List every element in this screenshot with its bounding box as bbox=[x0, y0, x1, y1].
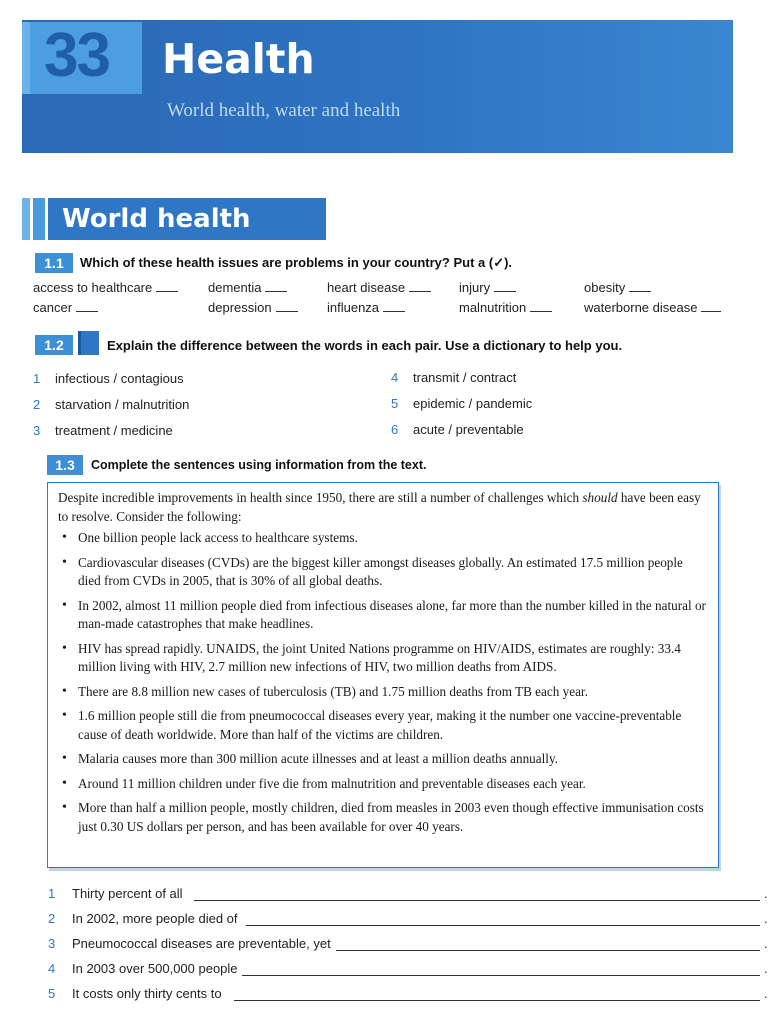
answer-blank[interactable] bbox=[156, 281, 178, 292]
unit-accent-bar bbox=[22, 22, 30, 94]
answer-blank[interactable] bbox=[494, 281, 516, 292]
issue-item: cancer bbox=[33, 300, 98, 315]
issue-item: waterborne disease bbox=[584, 300, 721, 315]
answer-blank[interactable] bbox=[701, 301, 721, 312]
word-pair: 4 transmit / contract bbox=[391, 370, 517, 385]
exercise-instruction: Which of these health issues are problems in your country? Put a (✓). bbox=[80, 255, 513, 270]
reading-bullet: • Cardiovascular diseases (CVDs) are the biggest killer amongst diseases globally. An estimated 17.5 million people died from CVDs in 2005, that is 30% of all global deaths. bbox=[56, 554, 706, 591]
section-title: World health bbox=[62, 204, 251, 234]
reading-bullet: • Malaria causes more than 300 million acute illnesses and at least a million deaths annually. bbox=[56, 750, 706, 769]
issue-item: injury bbox=[459, 280, 516, 295]
answer-line[interactable] bbox=[246, 925, 760, 926]
word-pair: 2 starvation / malnutrition bbox=[33, 397, 190, 412]
word-pair: 1 infectious / contagious bbox=[33, 371, 184, 386]
reading-bullet: • One billion people lack access to healthcare systems. bbox=[56, 529, 706, 548]
reading-bullet: • HIV has spread rapidly. UNAIDS, the joint United Nations programme on HIV/AIDS, estimates are roughly: 33.4 million living with HIV, 2.7 million new infections of HIV, two million deaths from AIDS. bbox=[56, 640, 706, 677]
answer-line[interactable] bbox=[242, 975, 760, 976]
dictionary-icon bbox=[78, 331, 99, 355]
completion-question: 2 In 2002, more people died of . bbox=[48, 911, 768, 926]
answer-line[interactable] bbox=[336, 950, 760, 951]
reading-bullet: • There are 8.8 million new cases of tuberculosis (TB) and 1.75 million deaths from TB each year. bbox=[56, 683, 706, 702]
answer-blank[interactable] bbox=[409, 281, 431, 292]
reading-intro: Despite incredible improvements in health since 1950, there are still a number of challenges which should have been easy to resolve. Consider the following: bbox=[58, 490, 701, 524]
word-pair: 5 epidemic / pandemic bbox=[391, 396, 533, 411]
reading-text-box bbox=[47, 482, 719, 868]
answer-blank[interactable] bbox=[76, 301, 98, 312]
exercise-instruction: Explain the difference between the words in each pair. Use a dictionary to help you. bbox=[107, 338, 623, 353]
exercise-number: 1.1 bbox=[35, 253, 73, 273]
word-pair: 3 treatment / medicine bbox=[33, 423, 173, 438]
completion-question: 3 Pneumococcal diseases are preventable, yet . bbox=[48, 936, 768, 951]
answer-line[interactable] bbox=[194, 900, 760, 901]
completion-question: 4 In 2003 over 500,000 people . bbox=[48, 961, 768, 976]
answer-blank[interactable] bbox=[629, 281, 651, 292]
reading-bullet: • More than half a million people, mostly children, died from measles in 2003 even though effective immunisation costs just 0.30 US dollars per person, and has been available for over 40 years. bbox=[56, 799, 706, 836]
issue-item: access to healthcare bbox=[33, 280, 178, 295]
unit-subtitle: World health, water and health bbox=[167, 100, 401, 121]
issue-item: heart disease bbox=[327, 280, 431, 295]
answer-blank[interactable] bbox=[276, 301, 298, 312]
answer-line[interactable] bbox=[234, 1000, 760, 1001]
word-pair: 6 acute / preventable bbox=[391, 422, 524, 437]
reading-bullet: • 1.6 million people still die from pneumococcal diseases every year, making it the number one vaccine-preventable cause of death worldwide. More than half of the victims are children. bbox=[56, 707, 706, 744]
reading-bullet-list bbox=[56, 529, 706, 842]
answer-blank[interactable] bbox=[265, 281, 287, 292]
answer-blank[interactable] bbox=[530, 301, 552, 312]
issue-item: malnutrition bbox=[459, 300, 552, 315]
completion-question: 5 It costs only thirty cents to . bbox=[48, 986, 768, 1001]
section-accent-strip bbox=[33, 198, 45, 240]
unit-title: Health bbox=[162, 35, 315, 83]
issue-item: dementia bbox=[208, 280, 287, 295]
reading-bullet: • In 2002, almost 11 million people died from infectious diseases alone, far more than the number killed in the natural or man-made catastrophes that make headlines. bbox=[56, 597, 706, 634]
section-accent-strip bbox=[22, 198, 30, 240]
exercise-instruction: Complete the sentences using information from the text. bbox=[91, 458, 427, 472]
reading-bullet: • Around 11 million children under five die from malnutrition and preventable diseases each year. bbox=[56, 775, 706, 794]
answer-blank[interactable] bbox=[383, 301, 405, 312]
unit-number: 33 bbox=[44, 21, 109, 90]
issue-item: influenza bbox=[327, 300, 405, 315]
exercise-number: 1.3 bbox=[47, 455, 83, 475]
issue-item: obesity bbox=[584, 280, 651, 295]
exercise-number: 1.2 bbox=[35, 335, 73, 355]
issue-item: depression bbox=[208, 300, 298, 315]
completion-question: 1 Thirty percent of all . bbox=[48, 886, 768, 901]
